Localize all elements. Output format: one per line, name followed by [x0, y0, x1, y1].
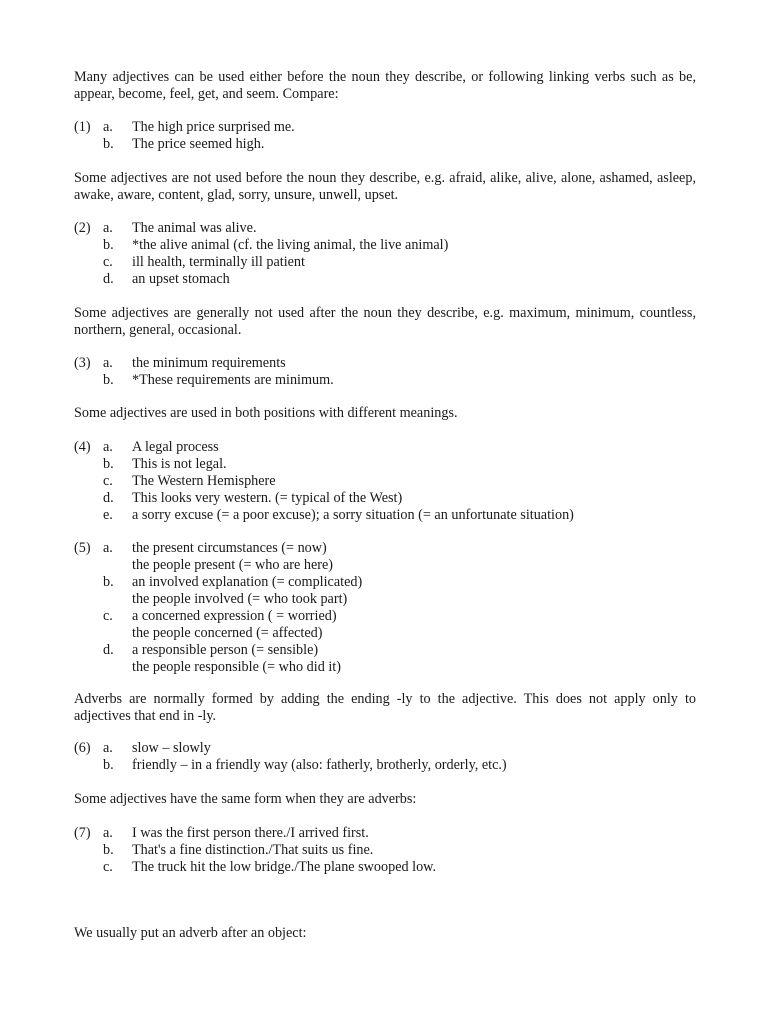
example-text: *These requirements are minimum.	[132, 372, 334, 388]
example-row	[74, 740, 696, 757]
paragraph-4: Some adjectives are used in both positions with different meanings.	[74, 405, 458, 421]
paragraph-6: Some adjectives have the same form when they are adverbs:	[74, 791, 417, 807]
example-row	[74, 608, 696, 625]
example-text: the minimum requirements	[132, 355, 286, 371]
example-number: (3)	[74, 355, 91, 371]
example-text: The truck hit the low bridge./The plane swooped low.	[132, 859, 437, 875]
example-row	[74, 220, 696, 237]
example-letter: c.	[103, 859, 113, 875]
example-row	[74, 574, 696, 591]
example-3	[74, 355, 696, 389]
example-letter: a.	[103, 119, 113, 135]
example-row	[74, 136, 696, 153]
example-text: the people responsible (= who did it)	[132, 659, 341, 675]
example-letter: d.	[103, 642, 114, 658]
example-text: That's a fine distinction./That suits us fine.	[132, 842, 374, 858]
example-letter: b.	[103, 842, 114, 858]
example-text: The high price surprised me.	[132, 119, 295, 135]
example-letter: a.	[103, 740, 113, 756]
example-text: The price seemed high.	[132, 136, 265, 152]
example-number: (4)	[74, 439, 91, 455]
example-row	[74, 642, 696, 659]
example-number: (7)	[74, 825, 91, 841]
example-row	[74, 439, 696, 456]
example-letter: e.	[103, 507, 113, 523]
example-row	[74, 591, 696, 608]
example-letter: b.	[103, 456, 114, 472]
paragraph-7: We usually put an adverb after an object:	[74, 925, 307, 941]
example-text: friendly – in a friendly way (also: fatherly, brotherly, orderly, etc.)	[132, 757, 507, 773]
example-letter: b.	[103, 757, 114, 773]
example-2	[74, 220, 696, 288]
example-letter: c.	[103, 254, 113, 270]
example-row	[74, 490, 696, 507]
example-row	[74, 507, 696, 524]
example-row	[74, 757, 696, 774]
example-text: the people present (= who are here)	[132, 557, 334, 573]
example-row	[74, 825, 696, 842]
example-6	[74, 740, 696, 774]
example-letter: a.	[103, 355, 113, 371]
example-number: (6)	[74, 740, 91, 756]
example-row	[74, 237, 696, 254]
paragraph-5: Adverbs are normally formed by adding the ending -ly to the adjective. This does not apply only to adjectives that end in -ly.	[74, 691, 696, 724]
example-text: an involved explanation (= complicated)	[132, 574, 363, 590]
example-text: ill health, terminally ill patient	[132, 254, 305, 270]
example-text: the present circumstances (= now)	[132, 540, 327, 556]
intro-paragraph: Many adjectives can be used either before the noun they describe, or following linking verbs such as be, appear, become, feel, get, and seem. Compare:	[74, 69, 696, 102]
example-letter: b.	[103, 372, 114, 388]
example-row	[74, 119, 696, 136]
example-1	[74, 119, 696, 153]
example-row	[74, 557, 696, 574]
example-row	[74, 540, 696, 557]
example-letter: b.	[103, 574, 114, 590]
example-text: The Western Hemisphere	[132, 473, 276, 489]
example-number: (2)	[74, 220, 91, 236]
example-7	[74, 825, 696, 876]
example-text: an upset stomach	[132, 271, 230, 287]
example-row	[74, 473, 696, 490]
example-letter: d.	[103, 271, 114, 287]
example-letter: a.	[103, 825, 113, 841]
example-row	[74, 355, 696, 372]
example-text: the people concerned (= affected)	[132, 625, 323, 641]
example-text: a concerned expression ( = worried)	[132, 608, 337, 624]
example-letter: a.	[103, 439, 113, 455]
paragraph-2: Some adjectives are not used before the noun they describe, e.g. afraid, alike, alive, alone, ashamed, asleep, awake, aware, content, glad, sorry, unsure, unwell, upset.	[74, 170, 696, 203]
example-row	[74, 372, 696, 389]
example-letter: d.	[103, 490, 114, 506]
example-text: The animal was alive.	[132, 220, 257, 236]
example-row	[74, 271, 696, 288]
paragraph-3: Some adjectives are generally not used after the noun they describe, e.g. maximum, minimum, countless, northern, general, occasional.	[74, 305, 696, 338]
example-letter: c.	[103, 473, 113, 489]
example-letter: a.	[103, 540, 113, 556]
example-letter: b.	[103, 237, 114, 253]
example-text: This is not legal.	[132, 456, 227, 472]
example-letter: c.	[103, 608, 113, 624]
example-row	[74, 659, 696, 676]
example-text: a responsible person (= sensible)	[132, 642, 319, 658]
example-text: slow – slowly	[132, 740, 211, 756]
example-row	[74, 842, 696, 859]
example-text: a sorry excuse (= a poor excuse); a sorry situation (= an unfortunate situation)	[132, 507, 574, 523]
example-row	[74, 625, 696, 642]
example-number: (5)	[74, 540, 91, 556]
example-row	[74, 859, 696, 876]
example-4	[74, 439, 696, 524]
example-letter: a.	[103, 220, 113, 236]
example-text: the people involved (= who took part)	[132, 591, 348, 607]
example-text: I was the first person there./I arrived first.	[132, 825, 369, 841]
example-letter: b.	[103, 136, 114, 152]
example-text: A legal process	[132, 439, 219, 455]
example-number: (1)	[74, 119, 91, 135]
example-row	[74, 254, 696, 271]
example-text: This looks very western. (= typical of the West)	[132, 490, 403, 506]
example-row	[74, 456, 696, 473]
example-5	[74, 540, 696, 676]
example-text: *the alive animal (cf. the living animal, the live animal)	[132, 237, 449, 253]
